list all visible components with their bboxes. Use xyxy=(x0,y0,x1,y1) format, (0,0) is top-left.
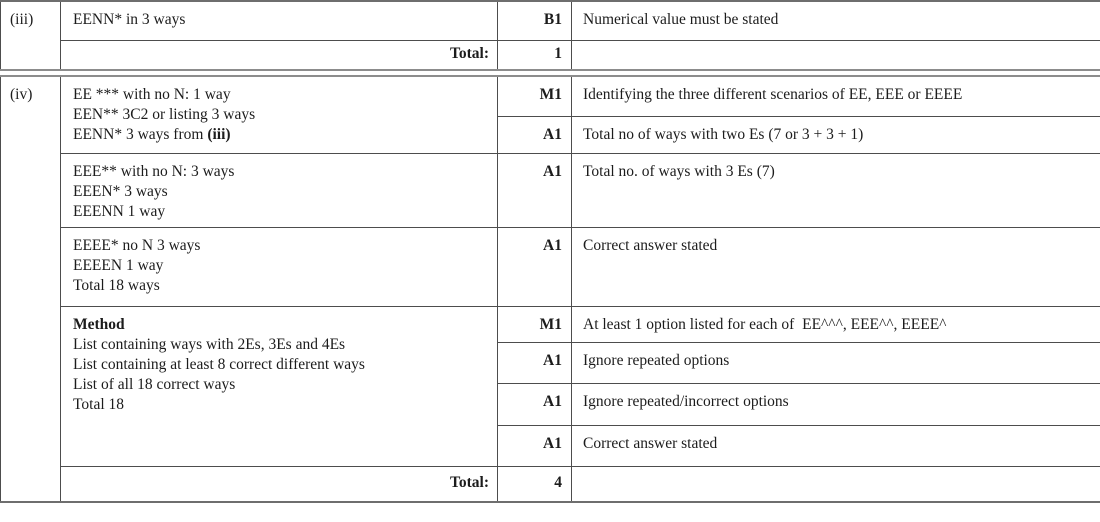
guidance-empty xyxy=(572,466,1100,502)
mark-code: M1 xyxy=(498,306,572,342)
answer-cell-block4 xyxy=(61,306,498,466)
table-row xyxy=(1,306,1100,342)
part-label-iv: (iv) xyxy=(1,76,61,502)
answer-line: EEEN* 3 ways xyxy=(73,182,168,200)
guidance-empty xyxy=(572,40,1100,70)
mark-code: A1 xyxy=(498,153,572,227)
answer-line: EEE** with no N: 3 ways xyxy=(73,162,235,180)
mark-code: A1 xyxy=(498,342,572,383)
answer-line: EEEE* no N 3 ways xyxy=(73,236,201,254)
answer-cell-block1 xyxy=(61,76,498,153)
guidance-text: At least 1 option listed for each of EE^^^, EEE^^, EEEE^ xyxy=(572,306,1100,342)
answer-method-heading: Method xyxy=(73,315,125,333)
answer-line: EEEEN 1 way xyxy=(73,256,164,274)
mark-code: A1 xyxy=(498,383,572,425)
answer-line: List containing at least 8 correct different ways xyxy=(73,355,365,373)
answer-line: EENN* in 3 ways xyxy=(73,11,186,28)
total-label: Total: xyxy=(61,466,498,502)
answer-cell-block3 xyxy=(61,227,498,306)
answer-line: EEENN 1 way xyxy=(73,202,166,220)
guidance-text: Identifying the three different scenarios of EE, EEE or EEEE xyxy=(572,76,1100,116)
table-row xyxy=(1,227,1100,306)
section-iv-table xyxy=(0,75,1100,503)
answer-line: Total 18 ways xyxy=(73,276,160,294)
answer-line: List containing ways with 2Es, 3Es and 4Es xyxy=(73,335,346,353)
total-row xyxy=(1,40,1100,70)
answer-line: EEN** 3C2 or listing 3 ways xyxy=(73,106,256,123)
mark-code: A1 xyxy=(498,227,572,306)
guidance-text: Ignore repeated options xyxy=(572,342,1100,383)
guidance-text: Correct answer stated xyxy=(572,425,1100,466)
answer-line: EE *** with no N: 1 way xyxy=(73,86,231,103)
total-value: 4 xyxy=(498,466,572,502)
answer-line: Total 18 xyxy=(73,395,125,413)
answer-cell-block2 xyxy=(61,153,498,227)
total-label: Total: xyxy=(61,40,498,70)
guidance-text: Total no of ways with two Es (7 or 3 + 3 + 1) xyxy=(572,116,1100,153)
answer-line-bold-ref: (iii) xyxy=(207,126,231,143)
table-row xyxy=(1,153,1100,227)
guidance-text: Total no. of ways with 3 Es (7) xyxy=(572,153,1100,227)
guidance-text: Correct answer stated xyxy=(572,227,1100,306)
mark-code: A1 xyxy=(498,425,572,466)
table-row xyxy=(1,1,1100,40)
answer-line xyxy=(73,125,489,145)
answer-line-text: EENN* 3 ways from xyxy=(73,126,208,143)
answer-line: List of all 18 correct ways xyxy=(73,375,236,393)
table-row xyxy=(1,76,1100,116)
section-iii-table xyxy=(0,0,1100,71)
guidance-text: Ignore repeated/incorrect options xyxy=(572,383,1100,425)
mark-code: M1 xyxy=(498,76,572,116)
total-value: 1 xyxy=(498,40,572,70)
guidance-text: Numerical value must be stated xyxy=(572,1,1100,40)
mark-code: B1 xyxy=(498,1,572,40)
mark-code: A1 xyxy=(498,116,572,153)
answer-cell xyxy=(61,1,498,40)
part-label-iii: (iii) xyxy=(1,1,61,70)
total-row xyxy=(1,466,1100,502)
